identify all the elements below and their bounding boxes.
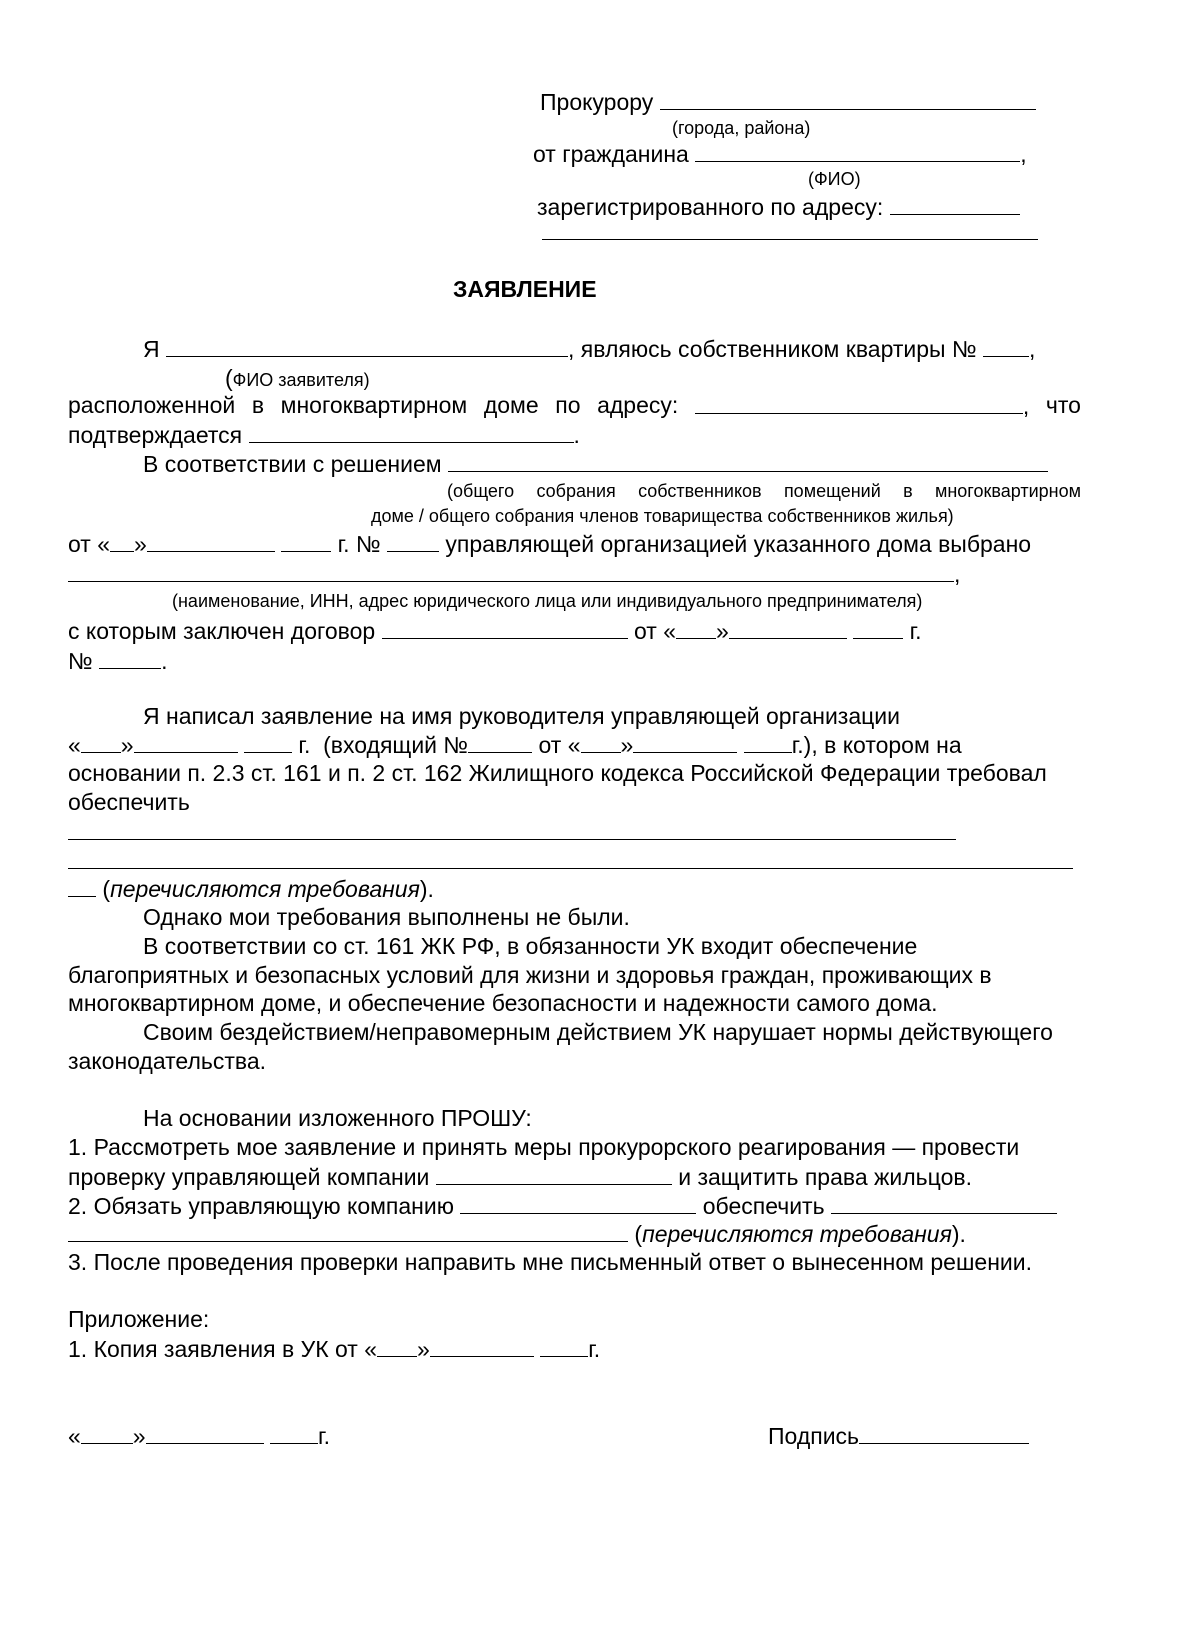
- year-label: г.: [588, 1336, 601, 1362]
- basis-line: основании п. 2.3 ст. 161 и п. 2 ст. 162 Жилищного кодекса Российской Федерации требовал: [68, 760, 1047, 786]
- document-title: ЗАЯВЛЕНИЕ: [453, 276, 597, 302]
- word: собственников: [638, 481, 762, 501]
- comma: ,: [954, 561, 961, 587]
- in-which-text: г.), в котором на: [791, 732, 962, 758]
- decision-hint-line2: доме / общего собрания членов товарищества собственников жилья): [371, 506, 954, 526]
- inspection-label: проверку управляющей компании: [68, 1164, 430, 1190]
- confirmed-line: [68, 421, 580, 449]
- duties-line-2: благоприятных и безопасных условий для жизни и здоровья граждан, проживающих в: [68, 962, 992, 988]
- organization-hint: (наименование, ИНН, адрес юридического лица или индивидуального предпринимателя): [172, 591, 923, 611]
- house-address-field[interactable]: [695, 392, 1023, 414]
- applicant-name-field[interactable]: [166, 335, 568, 357]
- confirmed-label: подтверждается: [68, 422, 243, 448]
- comma: ,: [1020, 141, 1027, 167]
- app-day-field[interactable]: [81, 731, 121, 753]
- organization-field[interactable]: [68, 560, 954, 582]
- attachment-year-field[interactable]: [540, 1335, 588, 1357]
- signature-field[interactable]: [859, 1422, 1029, 1444]
- year-label: г.: [909, 618, 922, 644]
- year-label: г.: [317, 1423, 330, 1449]
- dot: .: [573, 422, 580, 448]
- attachment-day-field[interactable]: [377, 1335, 417, 1357]
- requirements-field-2[interactable]: [68, 868, 1073, 869]
- paren: (: [628, 1221, 643, 1247]
- request-intro: На основании изложенного ПРОШУ:: [143, 1105, 532, 1131]
- request-item-3: 3. После проведения проверки направить мне письменный ответ о вынесенном решении.: [68, 1249, 1032, 1275]
- house-address-group: [695, 392, 1029, 420]
- contract-label: с которым заключен договор: [68, 618, 376, 644]
- decision-line: [143, 450, 1048, 478]
- from-label: от «: [68, 531, 111, 557]
- registered-line: [537, 193, 1020, 221]
- word: по: [555, 392, 581, 418]
- word: что: [1045, 392, 1081, 418]
- attachment-month-field[interactable]: [430, 1335, 534, 1357]
- requirements-note: перечисляются требования: [642, 1221, 952, 1247]
- prosecutor-line: [540, 88, 1036, 116]
- contract-month-field[interactable]: [729, 617, 847, 639]
- incoming-day-field[interactable]: [581, 731, 621, 753]
- requirements-note-line: [68, 875, 434, 903]
- attachment-label: Приложение:: [68, 1306, 210, 1332]
- day-field[interactable]: [110, 530, 134, 552]
- owner-text: , являюсь собственником квартиры №: [568, 336, 977, 362]
- request-item-2-line-2: [68, 1220, 966, 1248]
- from-label: от «: [538, 732, 581, 758]
- quote: »: [134, 531, 147, 557]
- quote: »: [716, 618, 729, 644]
- quote: «: [68, 732, 81, 758]
- address-field-line2[interactable]: [542, 239, 1038, 240]
- signature-label: Подпись: [768, 1423, 860, 1449]
- not-fulfilled-line: Однако мои требования выполнены не были.: [143, 904, 630, 930]
- contract-number-field[interactable]: [99, 647, 161, 669]
- prosecutor-field[interactable]: [660, 88, 1036, 110]
- decision-number-field[interactable]: [387, 530, 439, 552]
- paren: (: [225, 365, 233, 391]
- prosecutor-label: Прокурору: [540, 89, 654, 115]
- duties-line-1: В соответствии со ст. 161 ЖК РФ, в обязанности УК входит обеспечение: [143, 933, 918, 959]
- owner-line: [143, 335, 1035, 363]
- app-year-field[interactable]: [244, 731, 292, 753]
- quote: »: [417, 1336, 430, 1362]
- application-date-line: [68, 731, 962, 759]
- prosecutor-hint: (города, района): [672, 118, 811, 138]
- app-month-field[interactable]: [134, 731, 238, 753]
- quote: »: [120, 732, 134, 758]
- comma: ,: [1029, 336, 1036, 362]
- wrote-application-line: Я написал заявление на имя руководителя управляющей организации: [143, 703, 901, 729]
- registered-label: зарегистрированного по адресу:: [537, 194, 884, 220]
- incoming-month-field[interactable]: [633, 731, 737, 753]
- confirmation-field[interactable]: [249, 421, 574, 443]
- paren: ).: [951, 1221, 966, 1247]
- word: адресу:: [597, 392, 679, 418]
- word: помещений: [783, 481, 881, 501]
- incoming-year-field[interactable]: [744, 731, 792, 753]
- ensure-line: обеспечить: [68, 789, 190, 815]
- duties-line-3: многоквартирном доме, и обеспечение безопасности и надежности самого дома.: [68, 990, 938, 1016]
- footer-year-field[interactable]: [270, 1422, 318, 1444]
- apartment-number-field[interactable]: [983, 335, 1029, 357]
- requirements-field-3[interactable]: [68, 875, 96, 897]
- word: (общего: [447, 481, 515, 501]
- word: доме: [483, 392, 539, 418]
- word: в: [903, 481, 913, 501]
- ensure-label: обеспечить: [696, 1193, 825, 1219]
- paren: (: [96, 876, 111, 902]
- requirements-note: перечисляются требования: [110, 876, 420, 902]
- word: многоквартирном: [280, 392, 468, 418]
- from-label: от «: [634, 618, 677, 644]
- attachment-text: 1. Копия заявления в УК от «: [68, 1336, 378, 1362]
- quote: »: [132, 1423, 146, 1449]
- applicant-hint-text: ФИО заявителя): [232, 370, 370, 390]
- decision-field[interactable]: [448, 450, 1048, 472]
- contract-year-field[interactable]: [853, 617, 903, 639]
- decision-label: В соответствии с решением: [143, 451, 442, 477]
- oblige-label: 2. Обязать управляющую компанию: [68, 1193, 454, 1219]
- word: в: [251, 392, 265, 418]
- decision-date-line: [68, 530, 1031, 558]
- year-field[interactable]: [281, 530, 331, 552]
- year-number-label: г. №: [337, 531, 381, 557]
- decision-hint-line1: [447, 480, 1081, 502]
- contract-line: [68, 617, 922, 645]
- violation-line-2: законодательства.: [68, 1048, 267, 1074]
- quote: »: [620, 732, 634, 758]
- ya-text: Я: [143, 336, 160, 362]
- incoming-label: г. (входящий №: [298, 732, 469, 758]
- signature-line: [768, 1422, 1029, 1450]
- citizen-name-field[interactable]: [695, 140, 1020, 162]
- request-item-1-line-2: [68, 1163, 972, 1191]
- address-field[interactable]: [890, 193, 1020, 215]
- attachment-item-1: [68, 1335, 600, 1363]
- quote: «: [68, 1423, 81, 1449]
- fio-hint: (ФИО): [808, 169, 861, 189]
- contract-number-line: [68, 647, 167, 675]
- month-field[interactable]: [147, 530, 275, 552]
- paren: ).: [419, 876, 434, 902]
- word: собрания: [536, 481, 616, 501]
- word: расположенной: [68, 392, 236, 418]
- ensure-field-2[interactable]: [68, 1220, 628, 1242]
- contract-day-field[interactable]: [676, 617, 716, 639]
- protect-text: и защитить права жильцов.: [671, 1164, 972, 1190]
- number-label: №: [68, 648, 93, 674]
- location-line: [68, 392, 1081, 420]
- from-citizen-line: [533, 140, 1027, 168]
- violation-line-1: Своим бездействием/неправомерным действием УК нарушает нормы действующего: [143, 1019, 1053, 1045]
- footer-day-field[interactable]: [81, 1422, 133, 1444]
- request-item-1-line-1: 1. Рассмотреть мое заявление и принять меры прокурорского реагирования — провести: [68, 1134, 1020, 1160]
- applicant-hint: [225, 365, 370, 392]
- footer-month-field[interactable]: [146, 1422, 264, 1444]
- incoming-number-field[interactable]: [468, 731, 532, 753]
- ensure-field[interactable]: [831, 1192, 1057, 1214]
- word: многоквартирном: [934, 481, 1081, 501]
- company-name-field[interactable]: [436, 1163, 672, 1185]
- request-item-2-line-1: [68, 1192, 1057, 1220]
- org-line: [68, 560, 960, 588]
- comma: ,: [1022, 393, 1030, 419]
- footer-date: [68, 1422, 330, 1450]
- from-citizen-label: от гражданина: [533, 141, 689, 167]
- selected-text: управляющей организацией указанного дома выбрано: [445, 531, 1032, 557]
- contract-field[interactable]: [382, 617, 628, 639]
- requirements-field-1[interactable]: [68, 839, 956, 840]
- dot: .: [161, 648, 168, 674]
- company-field-2[interactable]: [460, 1192, 696, 1214]
